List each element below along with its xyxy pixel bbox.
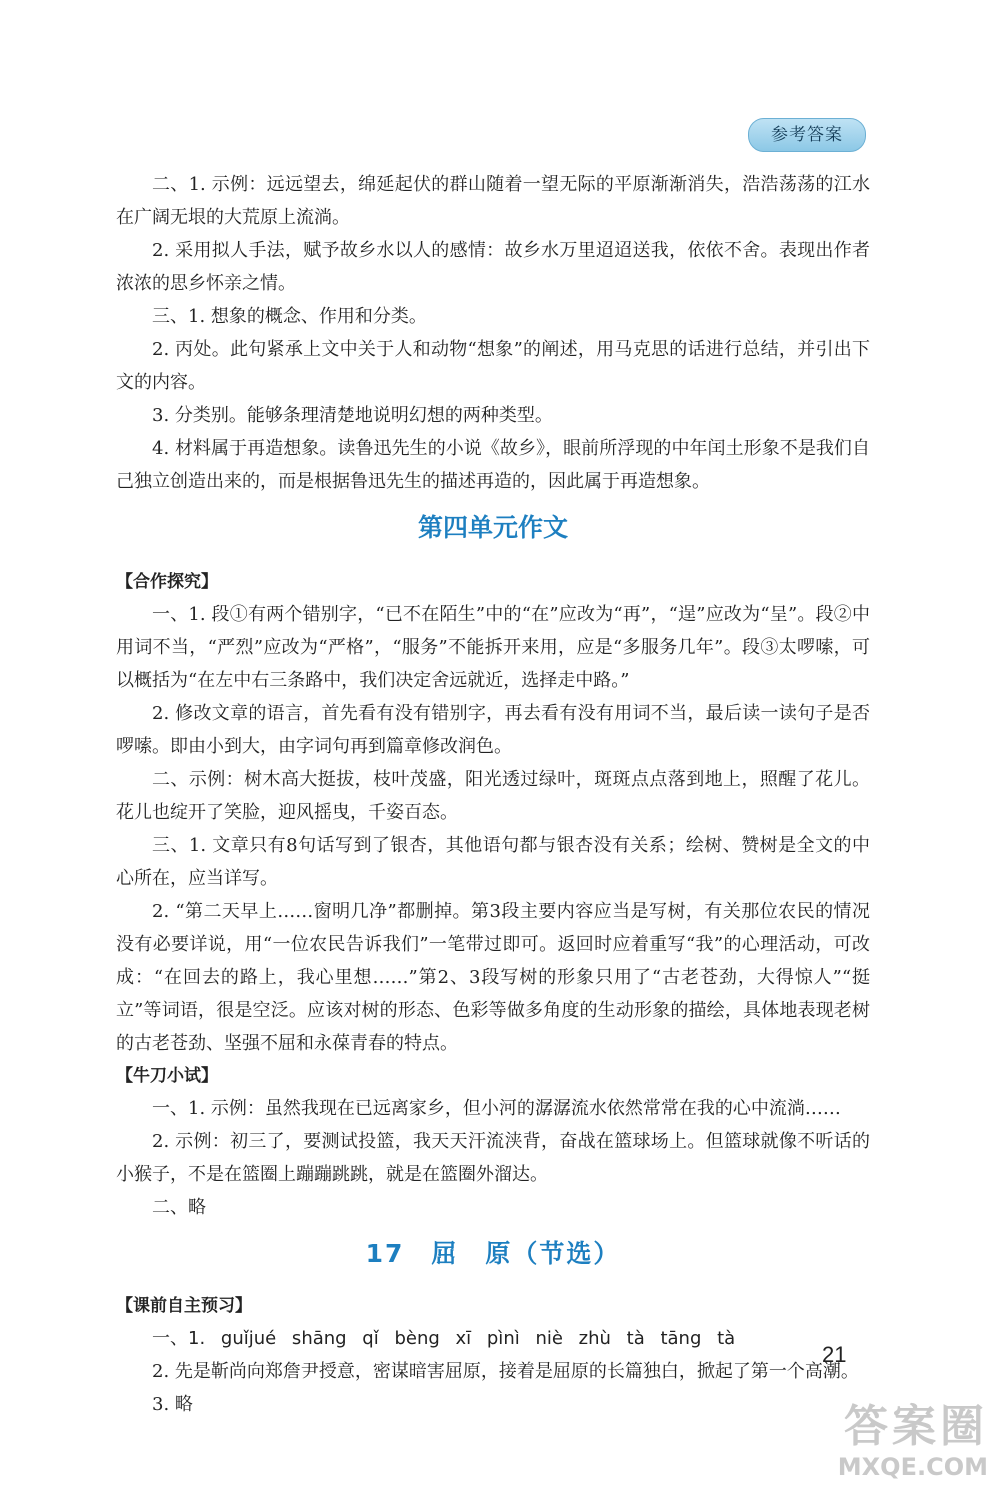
paragraph: 3. 略 [152, 1394, 193, 1415]
paragraph: 2. “第二天早上……窗明几净”都删掉。第3段主要内容应当是写树，有关那位农民的情况没有必要详说，用“一位农民告诉我们”一笔带过即可。返回时应着重写“我”的心理活动，可改成：“在回去的路上，我心里想……”第2、3段写树的形象只用了“古老苍劲，大得惊人”“挺立”等词语，很是空泛。应该对树的形态、色彩等做多角度的生动形象的描绘，具体地表现老树的古老苍劲、坚强不屈和永葆青春的特点。 [116, 901, 870, 1054]
paragraph: 二、略 [152, 1197, 206, 1218]
pinyin-answers: 一、1. guǐjué shāng qǐ bèng xī pìnì niè zhù tà tāng tà [152, 1328, 736, 1349]
paragraph: 二、1. 示例：远远望去，绵延起伏的群山随着一望无际的平原渐渐消失，浩浩荡荡的江水在广阔无垠的大荒原上流淌。 [116, 174, 870, 228]
watermark-logo [752, 1400, 988, 1480]
watermark-url: MXQE.COM [837, 1453, 988, 1481]
answer-content [116, 168, 870, 1421]
paragraph: 3. 分类别。能够条理清楚地说明幻想的两种类型。 [152, 405, 553, 426]
page-number: 21 [822, 1342, 847, 1367]
paragraph: 三、1. 想象的概念、作用和分类。 [152, 306, 427, 327]
paragraph: 一、1. 段①有两个错别字，“已不在陌生”中的“在”应改为“再”，“逞”应改为“呈”。段②中用词不当，“严烈”应改为“严格”，“服务”不能拆开来用，应是“多服务几年”。段③太啰嗦，可以概括为“在左中右三条路中，我们决定舍远就近，选择走中路。” [116, 604, 870, 691]
paragraph: 2. 修改文章的语言，首先看有没有错别字，再去看有没有用词不当，最后读一读句子是否啰嗦。即由小到大，由字词句再到篇章修改润色。 [116, 703, 870, 757]
paragraph: 2. 先是靳尚向郑詹尹授意，密谋暗害屈原，接着是屈原的长篇独白，掀起了第一个高潮。 [152, 1361, 859, 1382]
paragraph: 三、1. 文章只有8句话写到了银杏，其他语句都与银杏没有关系；绘树、赞树是全文的中心所在，应当详写。 [116, 835, 870, 889]
answer-key-tab: 参考答案 [748, 118, 866, 152]
paragraph: 2. 采用拟人手法，赋予故乡水以人的感情：故乡水万里迢迢送我，依依不舍。表现出作者浓浓的思乡怀亲之情。 [116, 240, 870, 294]
watermark-text: 答案圈 [844, 1401, 988, 1452]
section-label-keqian: 【课前自主预习】 [116, 1296, 252, 1316]
section-label-hezuo: 【合作探究】 [116, 572, 218, 592]
paragraph: 2. 丙处。此句紧承上文中关于人和动物“想象”的阐述，用马克思的话进行总结，并引出下文的内容。 [116, 339, 870, 393]
section-label-niudao: 【牛刀小试】 [116, 1066, 218, 1086]
paragraph: 4. 材料属于再造想象。读鲁迅先生的小说《故乡》，眼前所浮现的中年闰土形象不是我们自己独立创造出来的，而是根据鲁迅先生的描述再造的，因此属于再造想象。 [116, 438, 870, 492]
paragraph: 二、示例：树木高大挺拔，枝叶茂盛，阳光透过绿叶，斑斑点点落到地上，照醒了花儿。花儿也绽开了笑脸，迎风摇曳，千姿百态。 [116, 769, 870, 823]
lesson-heading: 17 屈 原（节选） [365, 1239, 621, 1268]
paragraph: 一、1. 示例：虽然我现在已远离家乡，但小河的潺潺流水依然常常在我的心中流淌…… [152, 1098, 841, 1119]
unit-heading: 第四单元作文 [417, 513, 568, 542]
paragraph: 2. 示例：初三了，要测试投篮，我天天汗流浃背，奋战在篮球场上。但篮球就像不听话的小猴子，不是在篮圈上蹦蹦跳跳，就是在篮圈外溜达。 [116, 1131, 870, 1185]
